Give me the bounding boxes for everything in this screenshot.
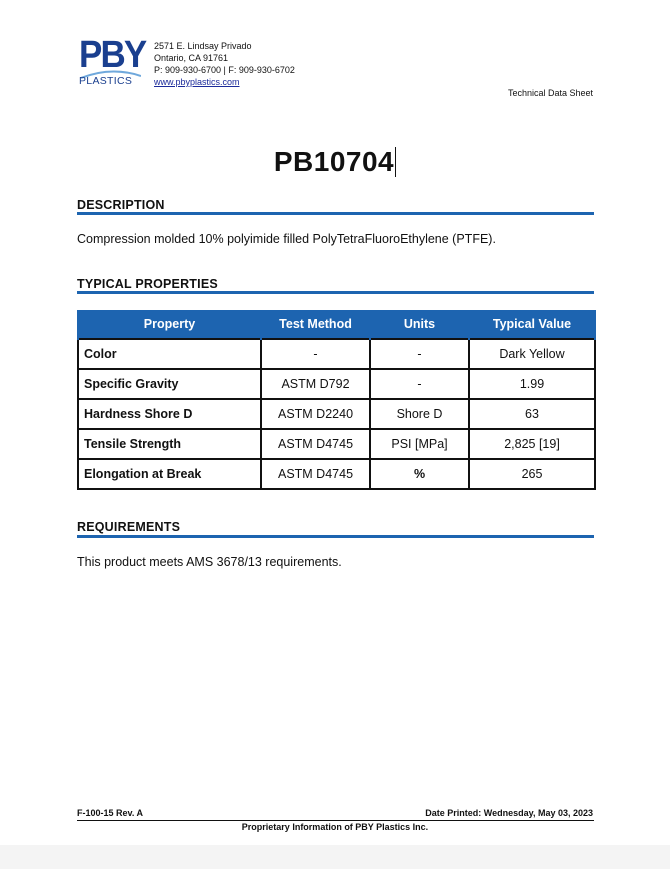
- website-link[interactable]: www.pbyplastics.com: [154, 77, 240, 87]
- product-title: [0, 146, 670, 178]
- column-header: Typical Value: [469, 310, 595, 339]
- column-header: Test Method: [261, 310, 370, 339]
- proprietary-notice: Proprietary Information of PBY Plastics Inc.: [241, 822, 429, 832]
- logo-subtext: PLASTICS: [79, 75, 133, 87]
- address-line-1: 2571 E. Lindsay Privado: [154, 41, 252, 51]
- property-cell: Specific Gravity: [78, 369, 261, 399]
- property-cell: Tensile Strength: [78, 429, 261, 459]
- table-header-row: [78, 310, 595, 339]
- test-method-cell: ASTM D792: [261, 369, 370, 399]
- test-method-cell: ASTM D2240: [261, 399, 370, 429]
- company-address: [154, 40, 295, 88]
- table-row: [78, 429, 595, 459]
- properties-heading: TYPICAL PROPERTIES: [77, 277, 218, 291]
- form-id: F-100-15 Rev. A: [77, 808, 144, 818]
- description-rule: [77, 212, 594, 215]
- address-line-2: Ontario, CA 91761: [154, 53, 229, 63]
- table-row: [78, 459, 595, 489]
- units-cell: PSI [MPa]: [370, 429, 469, 459]
- units-cell: -: [370, 339, 469, 369]
- date-printed: Date Printed: Wednesday, May 03, 2023: [425, 808, 593, 818]
- logo-text: PBY: [79, 34, 146, 76]
- units-cell: %: [370, 459, 469, 489]
- test-method-cell: ASTM D4745: [261, 429, 370, 459]
- properties-rule: [77, 291, 594, 294]
- value-cell: 2,825 [19]: [469, 429, 595, 459]
- company-logo: [79, 34, 146, 88]
- text-caret: [395, 147, 396, 177]
- requirements-heading: REQUIREMENTS: [77, 520, 181, 534]
- footer-rule: [77, 820, 594, 821]
- page-bottom-band: [0, 845, 670, 869]
- product-title-text: PB10704: [273, 146, 395, 177]
- document-type: Technical Data Sheet: [507, 88, 593, 98]
- property-cell: Elongation at Break: [78, 459, 261, 489]
- table-row: [78, 369, 595, 399]
- value-cell: 1.99: [469, 369, 595, 399]
- test-method-cell: -: [261, 339, 370, 369]
- value-cell: 63: [469, 399, 595, 429]
- units-cell: -: [370, 369, 469, 399]
- column-header: Units: [370, 310, 469, 339]
- table-row: [78, 339, 595, 369]
- property-cell: Color: [78, 339, 261, 369]
- address-phone: P: 909-930-6700 | F: 909-930-6702: [154, 65, 295, 75]
- properties-table: [77, 310, 596, 490]
- units-cell: Shore D: [370, 399, 469, 429]
- value-cell: 265: [469, 459, 595, 489]
- requirements-rule: [77, 535, 594, 538]
- description-heading: DESCRIPTION: [77, 198, 165, 212]
- table-row: [78, 399, 595, 429]
- property-cell: Hardness Shore D: [78, 399, 261, 429]
- requirements-text: This product meets AMS 3678/13 requirements.: [77, 555, 342, 569]
- description-text: Compression molded 10% polyimide filled PolyTetraFluoroEthylene (PTFE).: [77, 232, 496, 246]
- column-header: Property: [78, 310, 261, 339]
- value-cell: Dark Yellow: [469, 339, 595, 369]
- test-method-cell: ASTM D4745: [261, 459, 370, 489]
